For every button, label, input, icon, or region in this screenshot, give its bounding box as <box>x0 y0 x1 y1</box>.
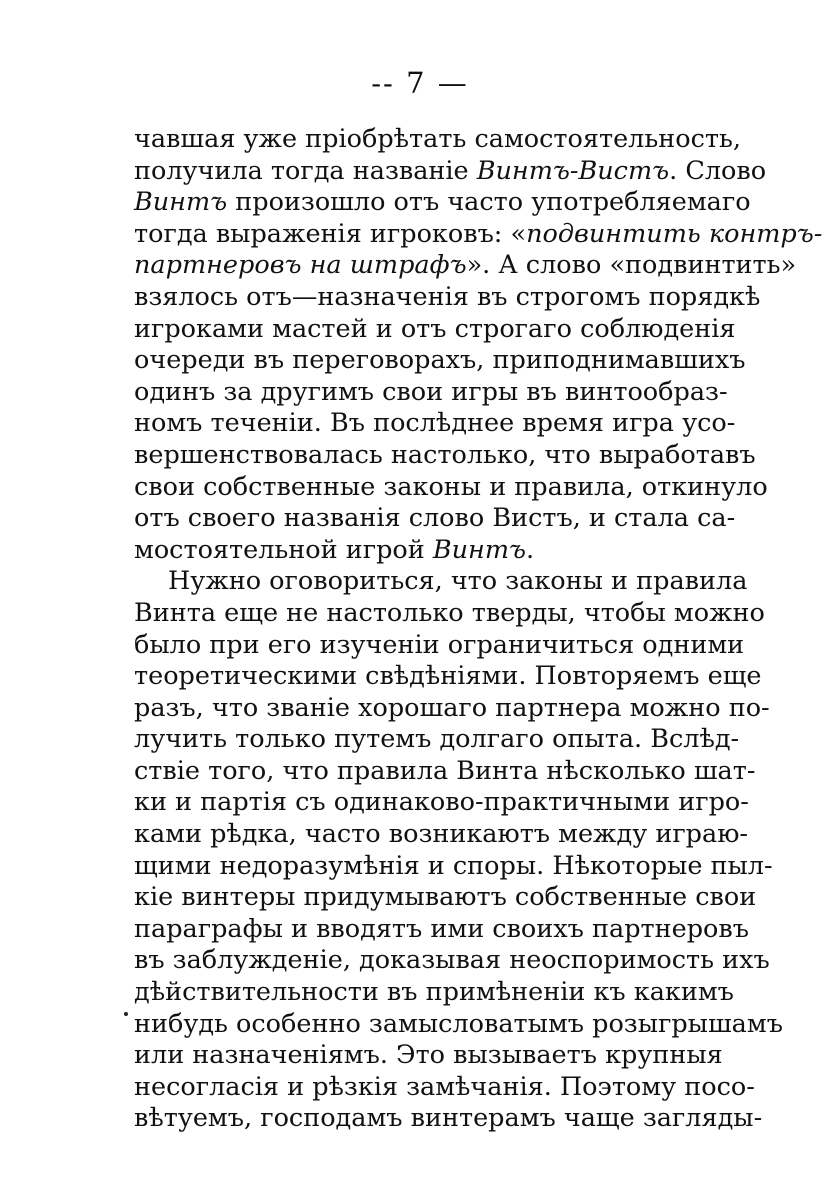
text-line: нибудь особенно замысловатымъ розыгрышамъ <box>134 1008 783 1039</box>
text-line: дѣйствительности въ примѣненіи къ какимъ <box>134 977 734 1008</box>
text-line: щими недоразумѣнія и споры. Нѣкоторые пыл- <box>134 850 773 881</box>
text-line: получила тогда названіе Винтъ-Вистъ. Слово <box>134 155 767 186</box>
text-line: кіе винтеры придумываютъ собственные свои <box>134 882 757 913</box>
text-line: вершенствовалась настолько, что выработавъ <box>134 439 756 470</box>
margin-dot-mark <box>124 1012 128 1016</box>
text-line: теоретическими свѣдѣніями. Повторяемъ еще <box>134 661 762 692</box>
paragraph-1 <box>134 124 823 566</box>
text-line: взялось отъ—назначенія въ строгомъ порядкѣ <box>134 281 761 312</box>
text-line: параграфы и вводятъ ими своихъ партнеровъ <box>134 913 749 944</box>
text-line: мостоятельной игрой Винтъ. <box>134 534 535 565</box>
page-text <box>134 124 823 1135</box>
text-line: ками рѣдка, часто возникаютъ между играю- <box>134 819 749 850</box>
page-number: -- 7 — <box>371 66 469 100</box>
paragraph-2 <box>134 566 783 1135</box>
text-line: очереди въ переговорахъ, приподнимавшихъ <box>134 345 746 376</box>
text-line: лучить только путемъ долгаго опыта. Вслѣд- <box>134 724 740 755</box>
text-line: ки и партія съ одинаково-практичными игро- <box>134 787 749 818</box>
text-line: игроками мастей и отъ строгаго соблюденія <box>134 313 736 344</box>
text-line: отъ своего названія слово Вистъ, и стала са- <box>134 503 736 534</box>
text-line: было при его изученіи ограничиться одними <box>134 629 745 660</box>
text-line: разъ, что званіе хорошаго партнера можно по- <box>134 692 770 723</box>
text-line: вѣтуемъ, господамъ винтерамъ чаще загляды- <box>134 1103 763 1134</box>
text-line: партнеровъ на штрафъ». А слово «подвинтить» <box>134 250 797 281</box>
text-line: ствіе того, что правила Винта нѣсколько шат- <box>134 755 756 786</box>
text-line: свои собственные законы и правила, откинуло <box>134 471 768 502</box>
text-line: чавшая уже пріобрѣтать самостоятельность, <box>134 124 741 154</box>
text-line: или назначеніямъ. Это вызываетъ крупныя <box>134 1040 723 1071</box>
text-line: номъ теченіи. Въ послѣднее время игра усо- <box>134 408 736 439</box>
text-line: одинъ за другимъ свои игры въ винтообраз- <box>134 376 728 407</box>
text-line: Винтъ произошло отъ часто употребляемаго <box>134 187 751 218</box>
text-line: въ заблужденіе, доказывая неоспоримость ихъ <box>134 945 770 976</box>
text-line: Нужно оговориться, что законы и правила <box>168 566 748 597</box>
text-line: тогда выраженія игроковъ: «подвинтить контръ- <box>134 218 823 249</box>
text-line: несогласія и рѣзкія замѣчанія. Поэтому посо- <box>134 1071 755 1102</box>
text-line: Винта еще не настолько тверды, чтобы можно <box>134 597 765 628</box>
